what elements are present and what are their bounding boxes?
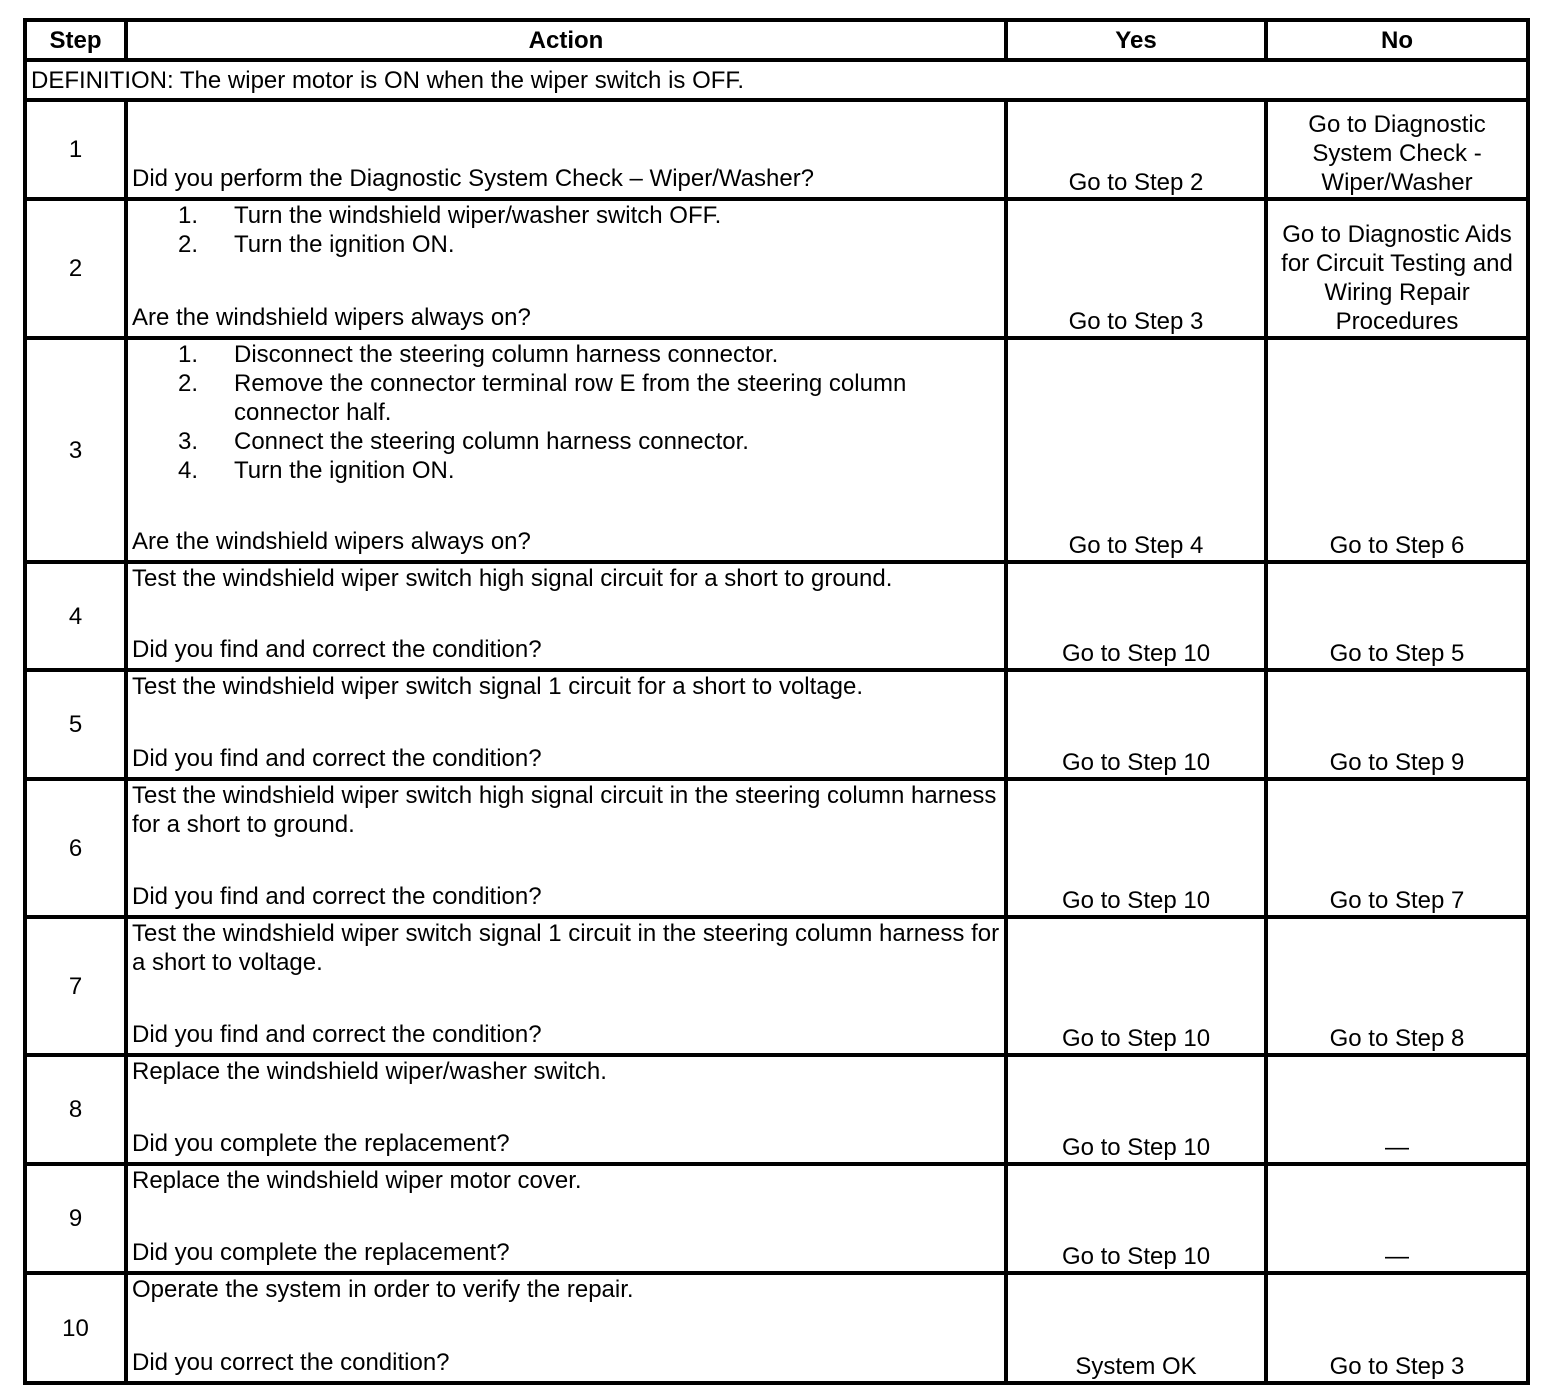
action-content: [132, 781, 1000, 911]
action-instructions: [132, 672, 1000, 701]
action-content: [132, 340, 1000, 556]
action-cell: [126, 1164, 1006, 1273]
substep-list: [132, 201, 1000, 259]
question-text: Did you complete the replacement?: [132, 1130, 510, 1157]
substep-item: [178, 427, 1000, 456]
question-text: Did you find and correct the condition?: [132, 636, 542, 663]
substep-number: 4.: [178, 457, 199, 484]
action-content: [132, 1166, 1000, 1267]
substep-list: [132, 340, 1000, 485]
yes-result: Go to Step 10: [1006, 670, 1266, 779]
substep-text: Turn the windshield wiper/washer switch OFF.: [234, 202, 722, 229]
header-step: Step: [25, 20, 126, 60]
step-number: 7: [25, 917, 126, 1055]
action-content: [132, 1275, 1000, 1377]
diagnostic-table-container: [23, 18, 1526, 1385]
table-row: [25, 670, 1528, 779]
table-row: [25, 1164, 1528, 1273]
substep-item: [178, 230, 1000, 259]
action-content: [132, 1057, 1000, 1158]
action-cell: [126, 1055, 1006, 1164]
yes-result: Go to Step 3: [1006, 199, 1266, 338]
header-no: No: [1266, 20, 1528, 60]
question-text: Are the windshield wipers always on?: [132, 304, 531, 331]
instruction-text: Replace the windshield wiper/washer switch.: [132, 1058, 607, 1085]
step-number: 5: [25, 670, 126, 779]
table-row: [25, 1055, 1528, 1164]
substep-number: 2.: [178, 370, 199, 397]
substep-number: 3.: [178, 428, 199, 455]
substep-number: 1.: [178, 202, 199, 229]
question-text: Did you find and correct the condition?: [132, 745, 542, 772]
action-instructions: [132, 201, 1000, 259]
action-cell: [126, 338, 1006, 562]
step-number: 2: [25, 199, 126, 338]
table-row: [25, 779, 1528, 917]
action-instructions: [132, 564, 1000, 593]
header-row: [25, 20, 1528, 60]
no-result: Go to Step 6: [1266, 338, 1528, 562]
action-cell: [126, 100, 1006, 199]
definition-row: [25, 60, 1528, 100]
yes-result: Go to Step 10: [1006, 917, 1266, 1055]
question-text: Did you find and correct the condition?: [132, 1021, 542, 1048]
action-instructions: [132, 1057, 1000, 1086]
definition-text: DEFINITION: The wiper motor is ON when the wiper switch is OFF.: [25, 60, 1528, 100]
no-result: Go to Step 3: [1266, 1273, 1528, 1383]
substep-text: Connect the steering column harness connector.: [234, 428, 749, 455]
step-number: 8: [25, 1055, 126, 1164]
question-text: Are the windshield wipers always on?: [132, 528, 531, 555]
yes-result: System OK: [1006, 1273, 1266, 1383]
action-cell: [126, 1273, 1006, 1383]
step-number: 1: [25, 100, 126, 199]
action-cell: [126, 562, 1006, 670]
action-instructions: [132, 919, 1000, 977]
instruction-text: Test the windshield wiper switch high signal circuit for a short to ground.: [132, 565, 893, 592]
substep-item: [178, 369, 1000, 427]
step-number: 10: [25, 1273, 126, 1383]
yes-result: Go to Step 10: [1006, 1055, 1266, 1164]
table-row: [25, 100, 1528, 199]
header-action: Action: [126, 20, 1006, 60]
yes-result: Go to Step 4: [1006, 338, 1266, 562]
action-content: [132, 564, 1000, 664]
instruction-text: Test the windshield wiper switch signal 1 circuit for a short to voltage.: [132, 673, 864, 700]
no-result: Go to Diagnostic Aids for Circuit Testing and Wiring Repair Procedures: [1266, 199, 1528, 338]
action-content: [132, 672, 1000, 773]
question-text: Did you complete the replacement?: [132, 1239, 510, 1266]
action-cell: [126, 917, 1006, 1055]
table-row: [25, 917, 1528, 1055]
action-content: [132, 102, 1000, 193]
action-content: [132, 919, 1000, 1049]
table-row: [25, 199, 1528, 338]
step-number: 9: [25, 1164, 126, 1273]
action-instructions: [132, 1166, 1000, 1195]
substep-text: Remove the connector terminal row E from the steering column connector half.: [234, 370, 907, 426]
no-result: —: [1266, 1164, 1528, 1273]
instruction-text: Test the windshield wiper switch signal 1 circuit in the steering column harness for a short to voltage.: [132, 920, 1000, 976]
action-cell: [126, 779, 1006, 917]
substep-text: Turn the ignition ON.: [234, 231, 455, 258]
no-result: —: [1266, 1055, 1528, 1164]
question-text: Did you correct the condition?: [132, 1349, 450, 1376]
no-result: Go to Step 5: [1266, 562, 1528, 670]
yes-result: Go to Step 10: [1006, 779, 1266, 917]
no-result: Go to Step 9: [1266, 670, 1528, 779]
action-cell: [126, 199, 1006, 338]
table-row: [25, 1273, 1528, 1383]
step-number: 4: [25, 562, 126, 670]
table-row: [25, 338, 1528, 562]
substep-number: 1.: [178, 341, 199, 368]
question-text: Did you perform the Diagnostic System Check – Wiper/Washer?: [132, 165, 815, 192]
action-instructions: [132, 781, 1000, 839]
yes-result: Go to Step 10: [1006, 1164, 1266, 1273]
substep-item: [178, 340, 1000, 369]
instruction-text: Replace the windshield wiper motor cover.: [132, 1167, 582, 1194]
instruction-text: Test the windshield wiper switch high signal circuit in the steering column harness for a short to ground.: [132, 782, 997, 838]
diagnostic-table: [23, 18, 1530, 1385]
substep-text: Turn the ignition ON.: [234, 457, 455, 484]
instruction-text: Operate the system in order to verify the repair.: [132, 1276, 634, 1303]
header-yes: Yes: [1006, 20, 1266, 60]
action-cell: [126, 670, 1006, 779]
substep-item: [178, 201, 1000, 230]
step-number: 6: [25, 779, 126, 917]
no-result: Go to Diagnostic System Check - Wiper/Washer: [1266, 100, 1528, 199]
substep-item: [178, 456, 1000, 485]
yes-result: Go to Step 2: [1006, 100, 1266, 199]
no-result: Go to Step 8: [1266, 917, 1528, 1055]
yes-result: Go to Step 10: [1006, 562, 1266, 670]
question-text: Did you find and correct the condition?: [132, 883, 542, 910]
substep-text: Disconnect the steering column harness connector.: [234, 341, 779, 368]
no-result: Go to Step 7: [1266, 779, 1528, 917]
action-instructions: [132, 1275, 1000, 1304]
action-content: [132, 201, 1000, 332]
action-instructions: [132, 340, 1000, 485]
substep-number: 2.: [178, 231, 199, 258]
step-number: 3: [25, 338, 126, 562]
table-row: [25, 562, 1528, 670]
